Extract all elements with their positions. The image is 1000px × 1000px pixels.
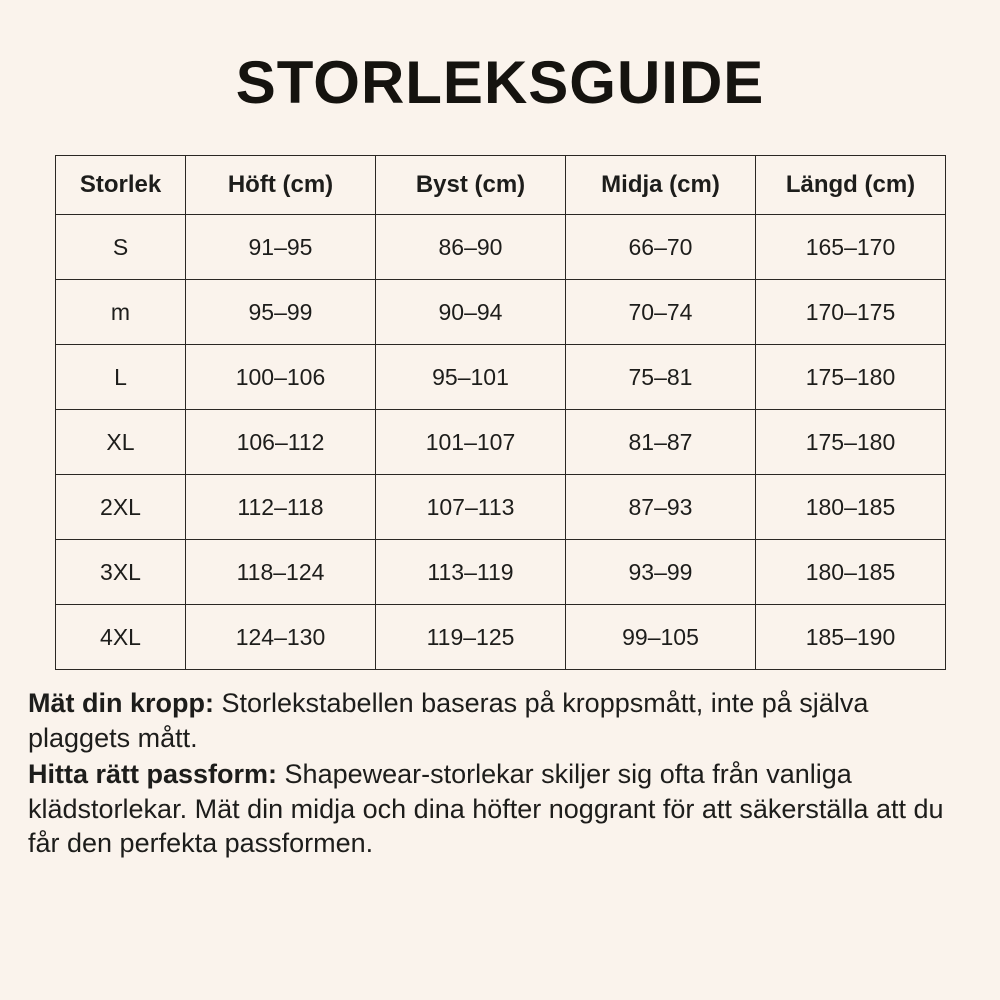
cell-bust: 101–107 bbox=[376, 410, 566, 475]
cell-bust: 95–101 bbox=[376, 345, 566, 410]
note-find-fit-lead: Hitta rätt passform: bbox=[28, 759, 278, 790]
notes-section bbox=[28, 686, 972, 861]
cell-waist: 66–70 bbox=[566, 215, 756, 280]
cell-size: m bbox=[56, 280, 186, 345]
cell-hip: 106–112 bbox=[186, 410, 376, 475]
cell-waist: 87–93 bbox=[566, 475, 756, 540]
cell-length: 180–185 bbox=[756, 540, 946, 605]
table-row bbox=[56, 345, 946, 410]
cell-length: 165–170 bbox=[756, 215, 946, 280]
cell-size: XL bbox=[56, 410, 186, 475]
cell-size: L bbox=[56, 345, 186, 410]
note-find-fit bbox=[28, 757, 972, 861]
cell-waist: 99–105 bbox=[566, 605, 756, 670]
column-header-hoft: Höft (cm) bbox=[186, 156, 376, 215]
table-row bbox=[56, 280, 946, 345]
cell-length: 180–185 bbox=[756, 475, 946, 540]
table-body bbox=[56, 215, 946, 670]
cell-waist: 70–74 bbox=[566, 280, 756, 345]
table-row bbox=[56, 605, 946, 670]
column-header-langd: Längd (cm) bbox=[756, 156, 946, 215]
table-row bbox=[56, 540, 946, 605]
cell-hip: 91–95 bbox=[186, 215, 376, 280]
cell-bust: 107–113 bbox=[376, 475, 566, 540]
cell-hip: 100–106 bbox=[186, 345, 376, 410]
cell-hip: 124–130 bbox=[186, 605, 376, 670]
cell-waist: 81–87 bbox=[566, 410, 756, 475]
cell-size: 4XL bbox=[56, 605, 186, 670]
cell-length: 175–180 bbox=[756, 410, 946, 475]
note-measure-body-lead: Mät din kropp: bbox=[28, 688, 214, 718]
table-row bbox=[56, 215, 946, 280]
cell-bust: 113–119 bbox=[376, 540, 566, 605]
cell-size: S bbox=[56, 215, 186, 280]
column-header-storlek: Storlek bbox=[56, 156, 186, 215]
cell-length: 175–180 bbox=[756, 345, 946, 410]
size-table bbox=[55, 155, 946, 670]
cell-hip: 118–124 bbox=[186, 540, 376, 605]
note-find-fit-text: Shapewear-storlekar skiljer sig ofta från vanliga klädstorlekar. Mät din midja och dina höfter noggrant för att säkerställa att du får den perfekta passformen. bbox=[28, 759, 944, 859]
page-title: STORLEKSGUIDE bbox=[235, 49, 765, 116]
cell-hip: 112–118 bbox=[186, 475, 376, 540]
table-row bbox=[56, 475, 946, 540]
size-table-container bbox=[55, 155, 945, 670]
cell-bust: 119–125 bbox=[376, 605, 566, 670]
cell-bust: 90–94 bbox=[376, 280, 566, 345]
cell-size: 3XL bbox=[56, 540, 186, 605]
cell-length: 185–190 bbox=[756, 605, 946, 670]
cell-bust: 86–90 bbox=[376, 215, 566, 280]
table-header-row bbox=[56, 156, 946, 215]
cell-size: 2XL bbox=[56, 475, 186, 540]
cell-length: 170–175 bbox=[756, 280, 946, 345]
column-header-midja: Midja (cm) bbox=[566, 156, 756, 215]
table-header bbox=[56, 156, 946, 215]
cell-hip: 95–99 bbox=[186, 280, 376, 345]
note-measure-body-text: Storlekstabellen baseras på kroppsmått, inte på själva plaggets mått. bbox=[28, 688, 869, 753]
cell-waist: 75–81 bbox=[566, 345, 756, 410]
cell-waist: 93–99 bbox=[566, 540, 756, 605]
table-row bbox=[56, 410, 946, 475]
note-measure-body bbox=[28, 686, 972, 755]
column-header-byst: Byst (cm) bbox=[376, 156, 566, 215]
